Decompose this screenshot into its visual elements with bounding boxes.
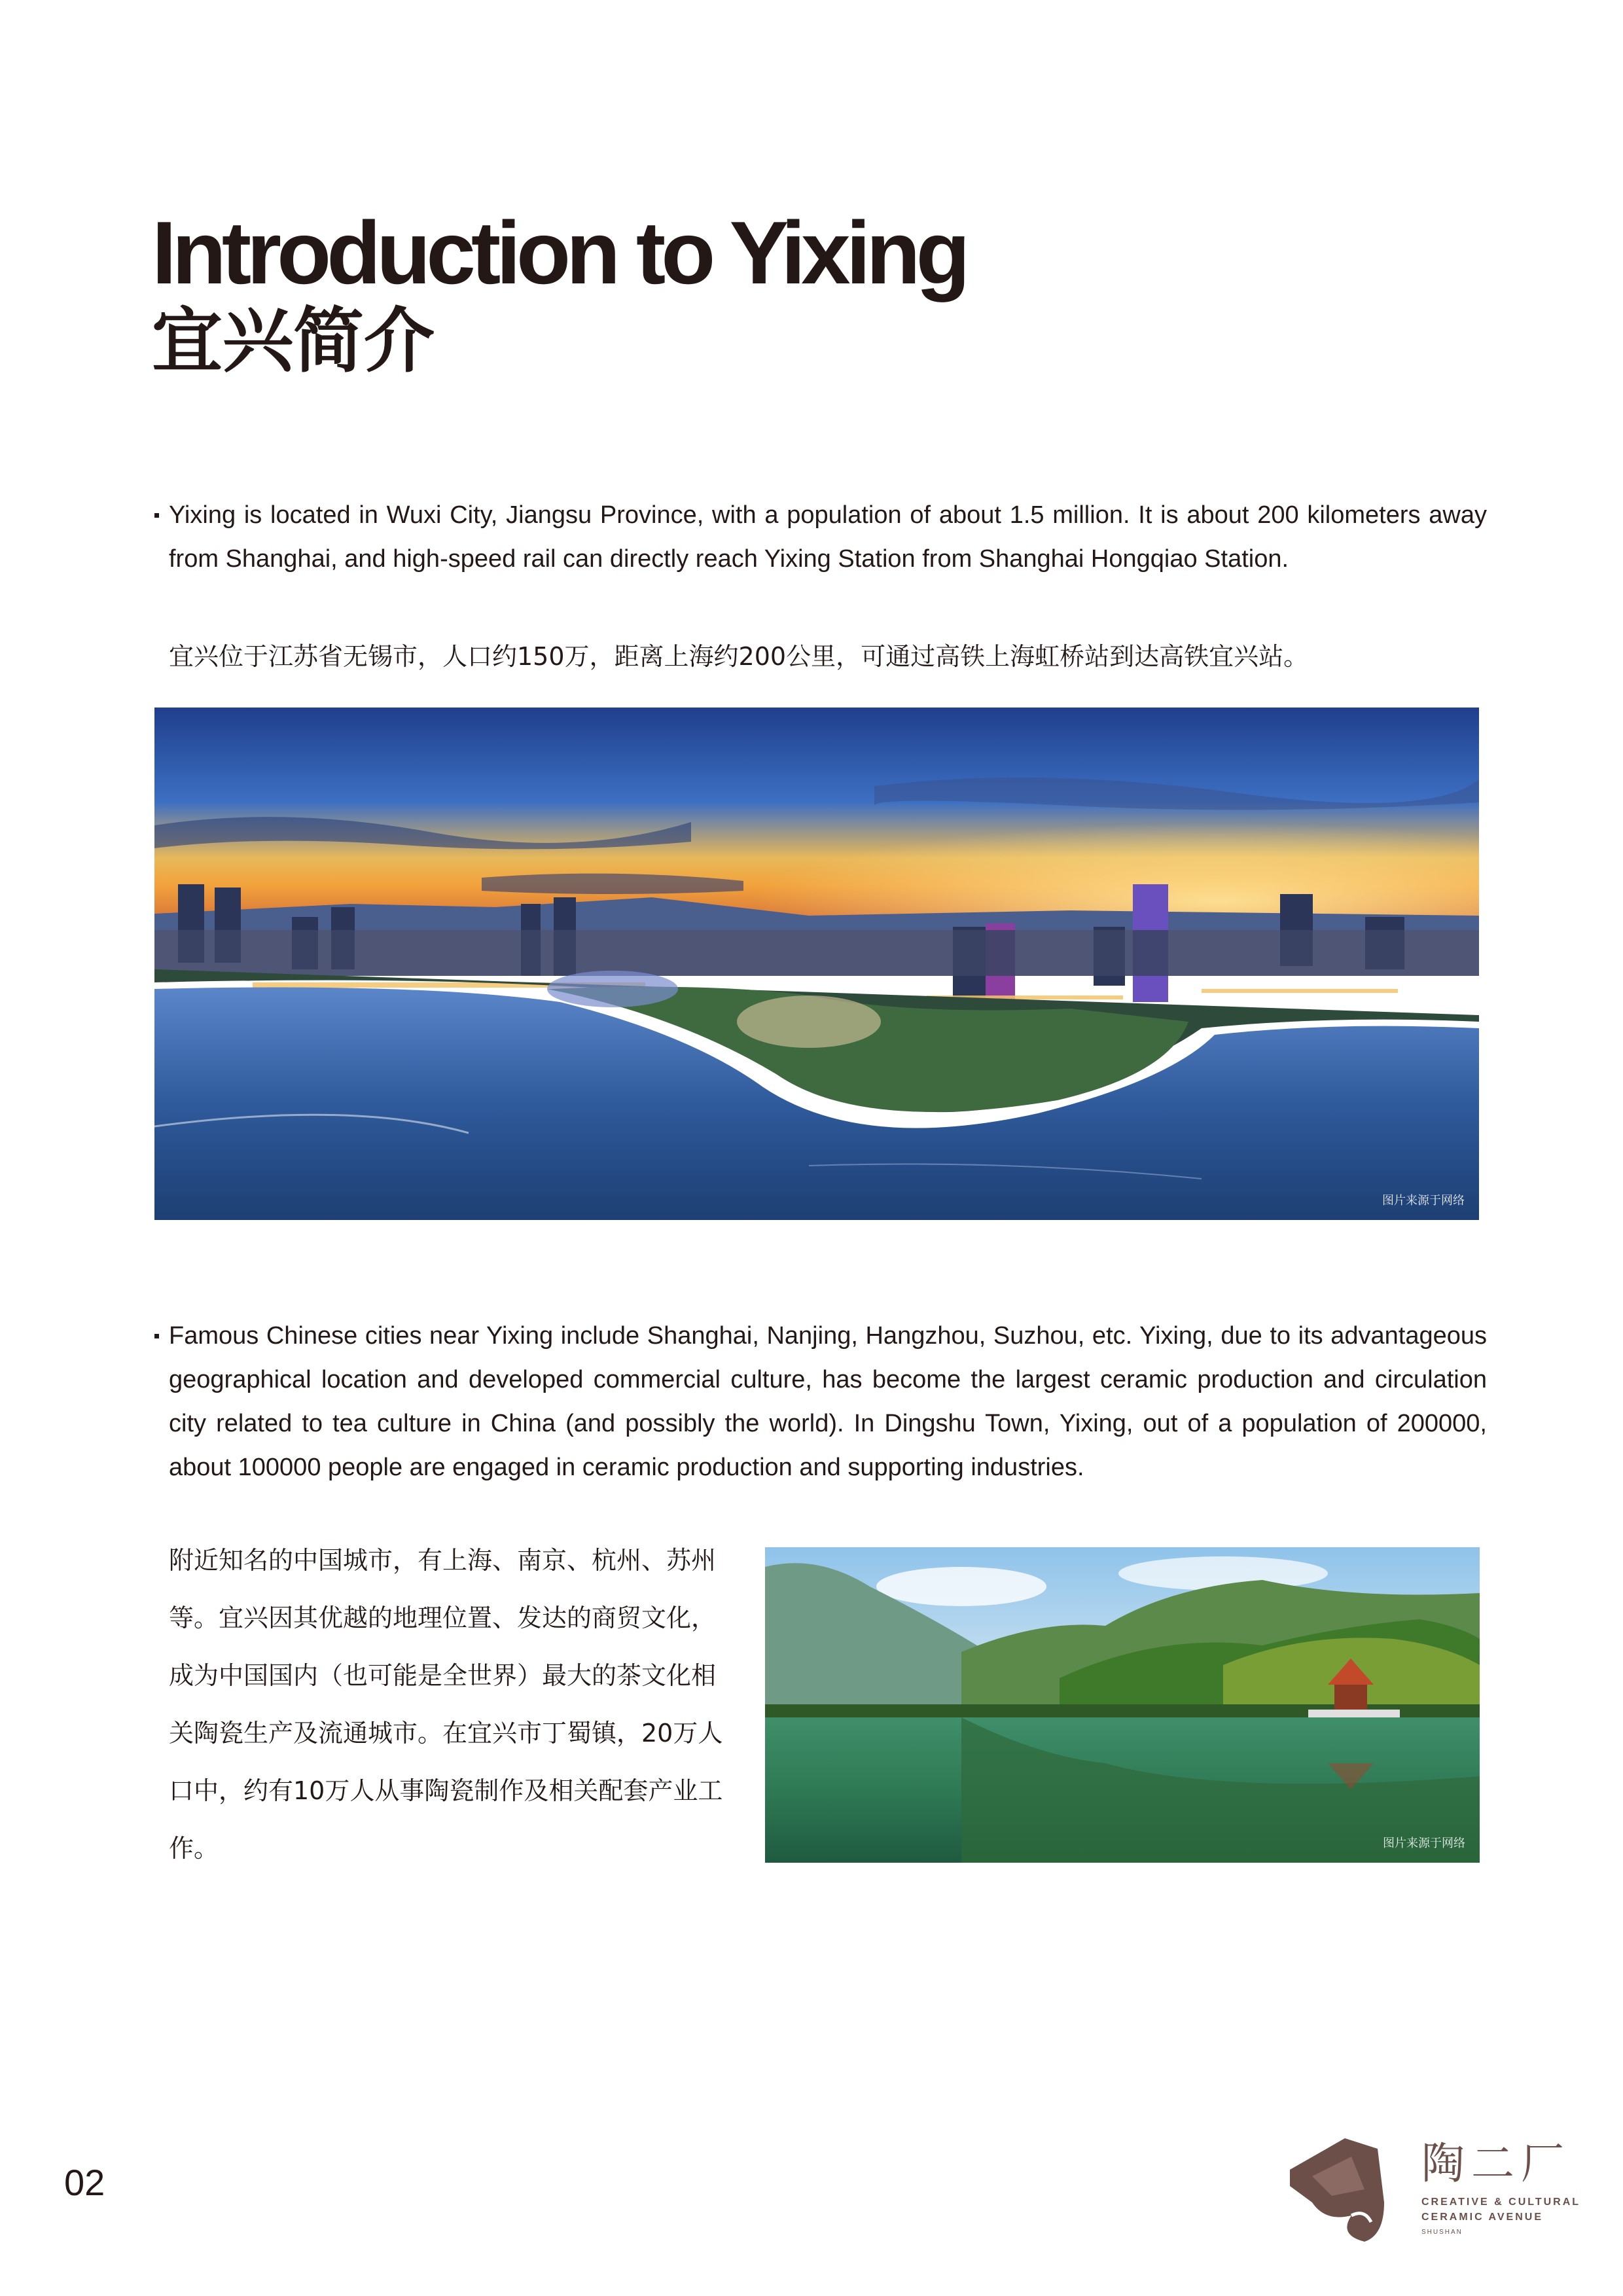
lake-pavilion-illustration [765,1547,1480,1863]
intro-paragraph-zh: 宜兴位于江苏省无锡市，人口约150万，距离上海约200公里，可通过高铁上海虹桥站到达高铁宜兴站。 [169,642,1309,671]
page-title-en: Introduction to Yixing [152,203,966,302]
photo-credit: 图片来源于网络 [1382,1194,1465,1208]
logo-text-zh: 陶二厂 [1421,2138,1571,2189]
lake-pavilion-photo [765,1547,1480,1863]
city-skyline-photo [154,708,1479,1220]
bullet-marker [154,1334,159,1338]
bullet-marker [154,513,159,518]
logo-text-en-line3: SHUSHAN [1421,2229,1463,2236]
intro-paragraph-en-text: Yixing is located in Wuxi City, Jiangsu Province, with a population of about 1.5 million. It is about 200 kilometers away from Shanghai, and high-speed rail can directly reach Yixing Station from Shanghai Hongqiao Station. [169,501,1487,573]
nearby-cities-paragraph-en [152,1314,1487,1490]
intro-paragraph-en [152,493,1487,581]
logo-text-en-line2: CERAMIC AVENUE [1421,2212,1544,2223]
nearby-cities-paragraph-zh: 附近知名的中国城市，有上海、南京、杭州、苏州等。宜兴因其优越的地理位置、发达的商贸文化，成为中国国内（也可能是全世界）最大的茶文化相关陶瓷生产及流通城市。在宜兴市丁蜀镇，20万人口中，约有10万人从事陶瓷制作及相关配套产业工作。 [169,1546,723,1863]
page-number: 02 [64,2162,105,2203]
nearby-cities-paragraph-en-text: Famous Chinese cities near Yixing include Shanghai, Nanjing, Hangzhou, Suzhou, etc. Yixing, due to its advantageous geographical location and developed commercial culture, has become the largest ceramic production and circulation city related to tea culture in China (and possibly the world). In Dingshu Town, Yixing, out of a population of 200000, about 100000 people are engaged in ceramic production and supporting industries. [169,1322,1487,1481]
logo-text-en-line1: CREATIVE & CULTURAL [1421,2197,1581,2208]
photo-credit: 图片来源于网络 [1383,1837,1465,1850]
page-title-zh: 宜兴简介 [152,300,435,382]
city-skyline-illustration [154,708,1479,1220]
